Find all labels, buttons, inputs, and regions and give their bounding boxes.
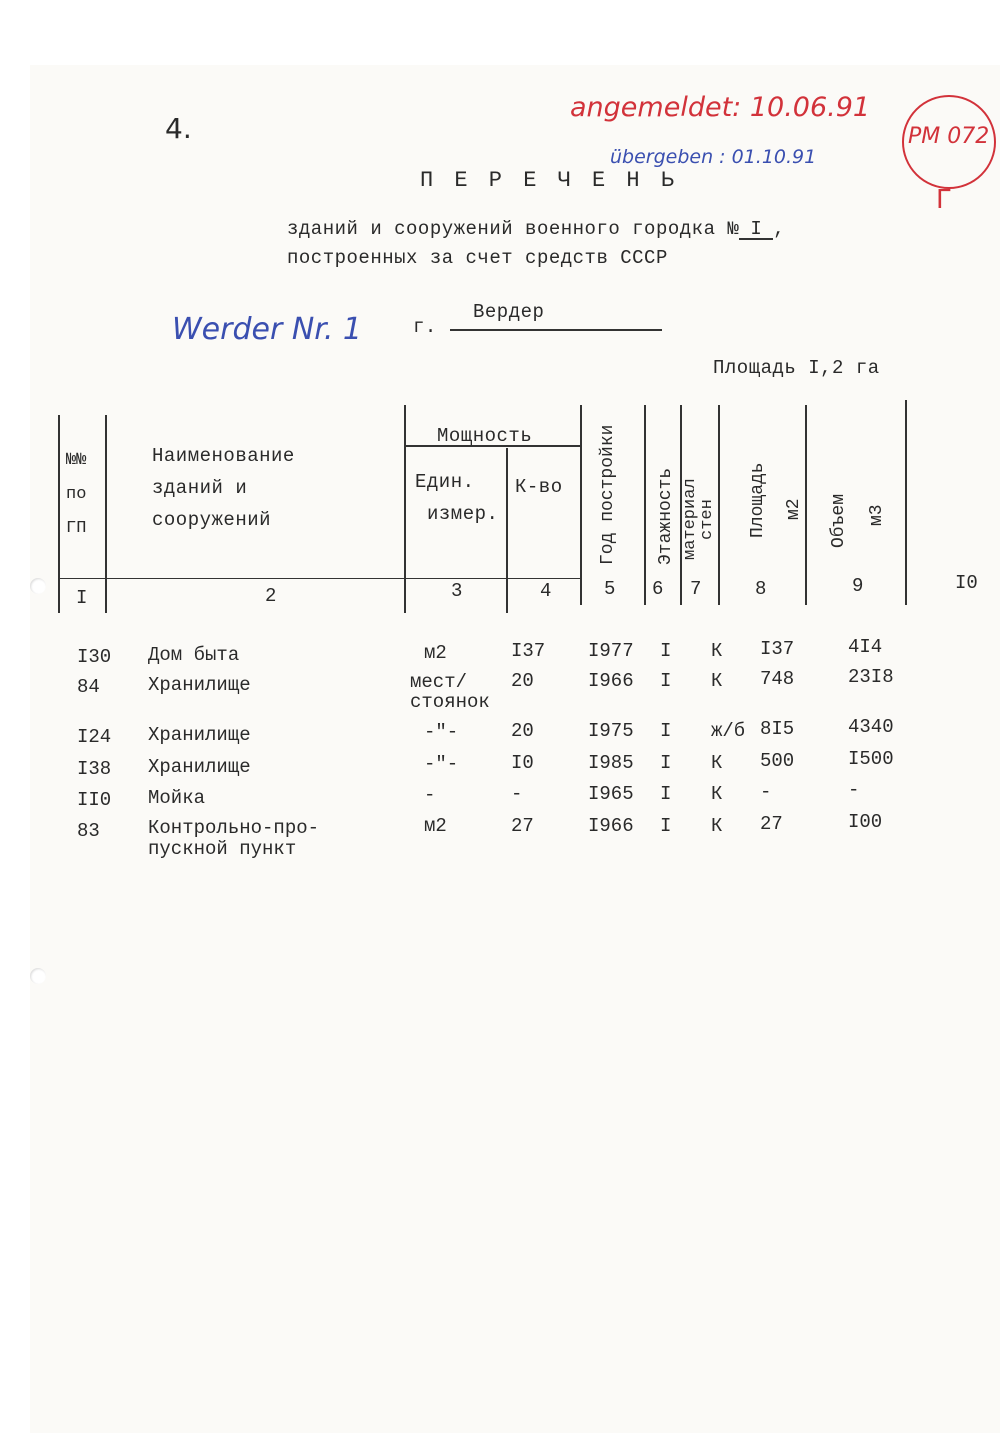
header-year: Год постройки [598, 424, 618, 565]
total-area: Площадь I,2 га [713, 357, 880, 379]
header-floors: Этажность [656, 467, 676, 565]
col-number: 6 [652, 578, 664, 600]
subtitle-line2: построенных за счет средств СССР [287, 247, 668, 269]
row-name: Хранилище [148, 724, 251, 746]
row-num: 83 [77, 820, 100, 842]
row-year: I985 [588, 752, 634, 774]
row-qty: 20 [511, 670, 534, 692]
punch-hole [30, 968, 46, 984]
col-number: 8 [755, 578, 767, 600]
row-year: I977 [588, 640, 634, 662]
row-name: Дом быта [148, 644, 240, 666]
stamp-mark: Г [936, 185, 952, 215]
col-number: 9 [852, 575, 864, 597]
row-num: II0 [77, 789, 112, 811]
header-area: Площадь м2 [748, 462, 804, 538]
col-number: 3 [451, 580, 463, 602]
row-qty: 27 [511, 815, 534, 837]
column-number-line [60, 578, 580, 579]
city-prefix: г. [413, 316, 437, 338]
table-divider [506, 448, 508, 613]
row-unit: -"- [424, 753, 459, 775]
header-num: №№ по ГП [66, 451, 87, 538]
row-area: 8I5 [760, 718, 795, 740]
city-underline [450, 329, 662, 331]
row-area: 27 [760, 813, 783, 835]
row-material: К [711, 640, 723, 662]
row-area: 500 [760, 750, 795, 772]
col-number: 5 [604, 578, 616, 600]
table-divider [905, 400, 907, 605]
row-num: 84 [77, 676, 100, 698]
row-floors: I [660, 640, 672, 662]
row-year: I965 [588, 783, 634, 805]
row-floors: I [660, 815, 672, 837]
row-num: I30 [77, 646, 112, 668]
row-area: I37 [760, 638, 795, 660]
row-material: К [711, 670, 723, 692]
col-number: 7 [690, 578, 702, 600]
subtitle-line1: зданий и сооружений военного городка № I , [287, 218, 786, 240]
row-num: I24 [77, 726, 112, 748]
header-volume: Объем м3 [829, 493, 887, 548]
handwritten-location: Werder Nr. 1 [172, 312, 363, 347]
table-divider [644, 405, 646, 605]
row-area: - [760, 781, 772, 803]
row-name: Контрольно-про- пускной пункт [148, 817, 320, 860]
header-qty: К-во [515, 476, 563, 498]
row-floors: I [660, 783, 672, 805]
row-volume: 23I8 [848, 666, 894, 688]
row-volume: 4340 [848, 716, 894, 738]
document-title: П Е Р Е Ч Е Н Ь [420, 168, 679, 193]
header-material: материал стен [681, 478, 717, 560]
row-qty: - [511, 783, 523, 805]
row-name: Хранилище [148, 674, 251, 696]
col-number: 4 [540, 580, 552, 602]
row-volume: 4I4 [848, 636, 883, 658]
row-unit: -"- [424, 721, 459, 743]
row-name: Мойка [148, 787, 206, 809]
row-floors: I [660, 752, 672, 774]
row-unit: м2 [424, 815, 447, 837]
row-qty: I37 [511, 640, 546, 662]
row-volume: - [848, 779, 860, 801]
row-volume: I500 [848, 748, 894, 770]
page-number: 4. [165, 112, 192, 145]
row-material: ж/б [711, 720, 746, 742]
garrison-number: I [739, 220, 773, 240]
row-qty: I0 [511, 752, 534, 774]
row-unit: м2 [424, 642, 447, 664]
row-year: I966 [588, 815, 634, 837]
header-name: Наименование зданий и сооружений [152, 445, 295, 531]
row-floors: I [660, 720, 672, 742]
city-name: Вердер [473, 301, 545, 323]
row-material: К [711, 752, 723, 774]
table-divider [404, 405, 406, 613]
row-area: 748 [760, 668, 795, 690]
row-unit: мест/ стоянок [410, 671, 490, 713]
row-year: I966 [588, 670, 634, 692]
punch-hole [30, 578, 46, 594]
row-unit: - [424, 784, 436, 806]
handwritten-date-received: angemeldet: 10.06.91 [570, 92, 871, 123]
col-number: 2 [265, 585, 277, 607]
col-number: I [76, 587, 88, 609]
table-divider [718, 405, 720, 605]
col-number: I0 [955, 572, 978, 594]
stamp-code: PM 072 [908, 124, 990, 149]
table-border-left [58, 415, 60, 613]
header-unit: Един. измер. [415, 471, 499, 525]
row-floors: I [660, 670, 672, 692]
row-name: Хранилище [148, 756, 251, 778]
row-year: I975 [588, 720, 634, 742]
row-volume: I00 [848, 811, 883, 833]
row-num: I38 [77, 758, 112, 780]
table-divider [580, 405, 582, 605]
row-material: К [711, 815, 723, 837]
header-capacity: Мощность [437, 425, 533, 447]
table-divider [105, 415, 107, 613]
handwritten-date-handover: übergeben : 01.10.91 [610, 146, 817, 168]
row-material: К [711, 783, 723, 805]
row-qty: 20 [511, 720, 534, 742]
